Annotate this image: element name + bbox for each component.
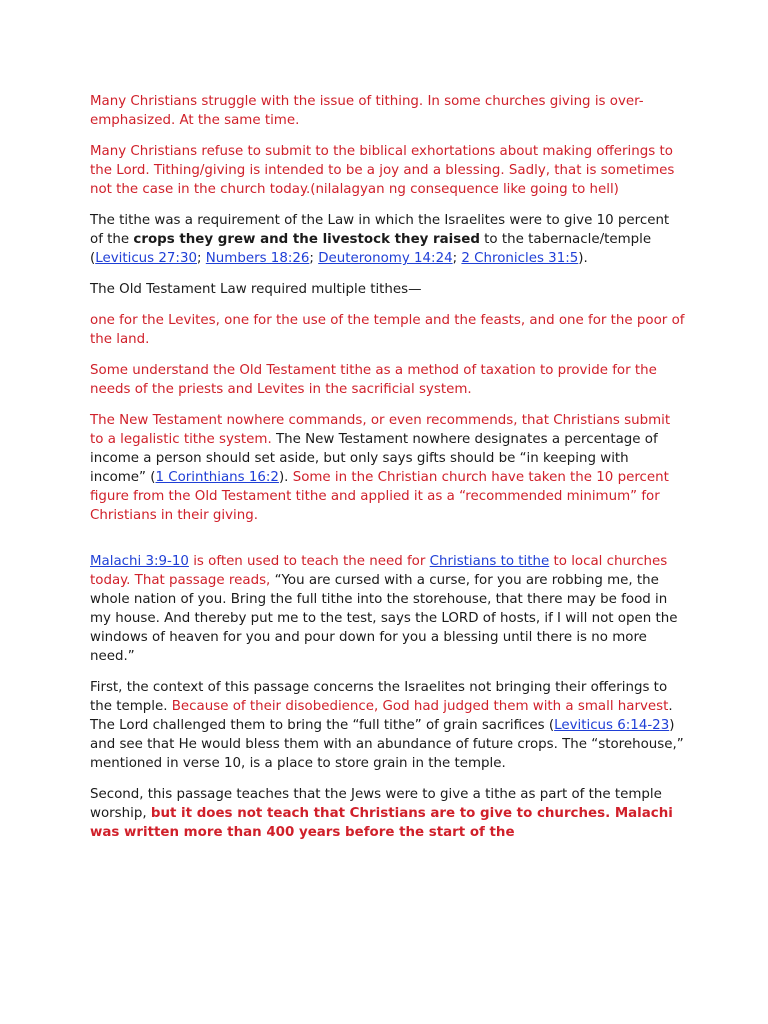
link-leviticus-6-14-23[interactable]: Leviticus 6:14-23 [554,718,670,733]
spacer [90,537,685,552]
multiple-tithes-paragraph: The Old Testament Law required multiple tithes— [90,282,422,297]
new-testament-paragraph [90,411,685,525]
text-span: to the tabernacle/temple ( [90,232,652,266]
tithes-list-paragraph: one for the Levites, one for the use of the temple and the feasts, and one for the poor of the land. [90,313,685,347]
offerings-paragraph: Many Christians refuse to submit to the biblical exhortations about making offerings to the Lord. Tithing/giving is intended to be a joy and a blessing. Sadly, that is sometimes not the case in the church today.(nilalagyan ng consequence like going to hell) [90,144,675,197]
link-christians-to-tithe[interactable]: Christians to tithe [429,554,550,569]
red-text: The New Testament nowhere commands, or even recommends, that Christians submit to a legalistic tithe system. [90,413,671,447]
bold-text: crops they grew and the livestock they raised [133,232,480,247]
malachi-paragraph [90,552,685,666]
intro-paragraph: Many Christians struggle with the issue of tithing. In some churches giving is over-emphasized. At the same time. [90,94,644,128]
text-span: The tithe was a requirement of the Law in which the Israelites were to give 10 percent of the [90,213,670,247]
text-span: ) and see that He would bless them with an abundance of future crops. The “storehouse,” mentioned in verse 10, is a place to store grain in the temple. [90,718,684,771]
text-span: . The Lord challenged them to bring the “full tithe” of grain sacrifices ( [90,699,673,733]
link-1-corinthians-16-2[interactable]: 1 Corinthians 16:2 [155,470,279,485]
link-malachi-3-9-10[interactable]: Malachi 3:9-10 [90,554,189,569]
second-point-paragraph [90,785,685,842]
text-span: First, the context of this passage concerns the Israelites not bringing their offerings to the temple. [90,680,668,714]
link-leviticus-27-30[interactable]: Leviticus 27:30 [95,251,197,266]
red-text: Some in the Christian church have taken the 10 percent figure from the Old Testament tithe and applied it as a “recommended minimum” for Christians in their giving. [90,470,669,523]
document-page [90,92,685,854]
tithe-requirement-paragraph [90,211,685,268]
link-2-chronicles-31-5[interactable]: 2 Chronicles 31:5 [461,251,579,266]
text-span: ). [278,470,289,485]
quote-text: “You are cursed with a curse, for you are robbing me, the whole nation of you. Bring the full tithe into the storehouse, that there may be food in my house. And thereby put me to the test, says the LORD of hosts, if I will not open the windows of heaven for you and pour down for you a blessing until there is no more need.” [90,573,678,664]
link-numbers-18-26[interactable]: Numbers 18:26 [205,251,310,266]
text-span: The New Testament nowhere designates a percentage of income a person should set aside, but only says gifts should be “in keeping with income” ( [90,432,658,485]
text-span: Second, this passage teaches that the Jews were to give a tithe as part of the temple worship, [90,787,662,821]
separator: ; [452,251,462,266]
link-deuteronomy-14-24[interactable]: Deuteronomy 14:24 [318,251,453,266]
bold-red-text: but it does not teach that Christians are to give to churches. Malachi was written more than 400 years before the start of the [90,806,673,840]
text-span: ). [578,251,588,266]
taxation-paragraph: Some understand the Old Testament tithe as a method of taxation to provide for the needs of the priests and Levites in the sacrificial system. [90,363,657,397]
separator: ; [309,251,319,266]
red-text: is often used to teach the need for [188,554,430,569]
red-text: Because of their disobedience, God had judged them with a small harvest [171,699,669,714]
red-text: to local churches today. That passage reads, [90,554,668,588]
separator: ; [197,251,206,266]
context-paragraph [90,678,685,773]
